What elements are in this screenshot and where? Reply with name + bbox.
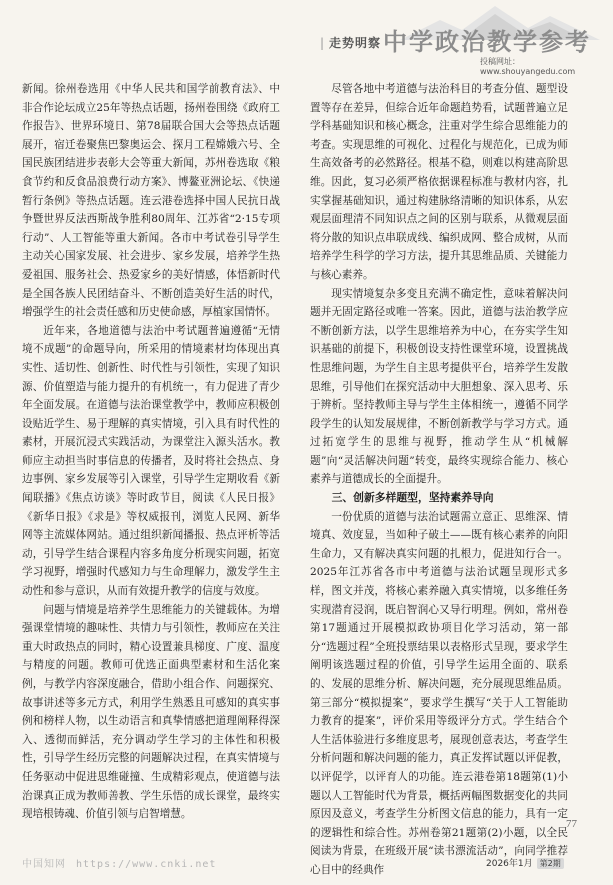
paragraph: 现实情境复杂多变且充满不确定性，意味着解决问题并无固定路径或唯一答案。因此，道德与法治教学应不断创新方法，以学生思维培养为中心，在夯实学生知识基础的前提下，积极创设支持性课堂环境，设置挑战性思维问题，为学生自主思考提供平台，培养学生发散思维，引导他们在探究活动中大胆想象、深入思考、乐于辨析。坚持教师主导与学生主体相统一，遵循不同学段学生的认知发展规律，不断创新教学与学习方式。通过拓宽学生的思维与视野，推动学生从“机械解题”向“灵活解决问题”转变，最终实现综合能力、核心素养与道德成长的全面提升。 [310,287,568,486]
paragraph: 新闻。徐州卷选用《中华人民共和国学前教育法》、中非合作论坛成立25年等热点话题，扬州卷围绕《政府工作报告》、世界环境日、第78届联合国大会等热点话题展开，宿迁卷聚焦巴黎奥运会、探月工程嫦娥六号、全国民族团结进步表彰大会等重大新闻，苏州卷选取《粮食节约和反食品浪费行动方案》、博鳌亚洲论坛、《快递暂行条例》等热点话题。连云港卷选择中国人民抗日战争暨世界反法西斯战争胜利80周年、江苏省“2·15专项行动”、人工智能等重大新闻。各市中考试卷引导学生主动关心国家发展、社会进步、家乡发展，培养学生热爱祖国、服务社会、热爱家乡的美好情感，体悟新时代是全国各族人民团结奋斗、不断创造美好生活的时代，增强学生的社会责任感和历史使命感，厚植家国情怀。 [22,83,280,319]
section-heading: 三、创新多样题型，坚持素养导向 [331,491,494,505]
paragraph: 问题与情境是培养学生思维能力的关键载体。为增强课堂情境的趣味性、共情力与引领性，教师应在关注重大时政热点的同时，精心设置兼具梯度、广度、温度与精度的问题。教师可优选正面典型素材和生活化案例，与教学内容深度融合，借助小组合作、问题探究、故事讲述等多元方式，利用学生熟悉且可感知的真实事例和榜样人物，以生动语言和真挚情感把道理阐释得深入、透彻而鲜活，充分调动学生学习的主体性和积极性，引导学生经历完整的问题解决过程，在真实情境与任务驱动中促进思维碰撞、生成精彩观点，使道德与法治课真正成为教师善教、学生乐悟的成长课堂，最终实现培根铸魂、价值引领与启智增慧。 [22,603,280,821]
watermark-text: 中国知网 [22,859,66,870]
right-column [310,80,568,880]
paragraph: 近年来，各地道德与法治中考试题普遍遵循“无情境不成题”的命题导向，所采用的情境素材均体现出真实性、适切性、创新性、时代性与引领性，实现了知识源、价值塑造与能力提升的有机统一，有力促进了青少年全面发展。在道德与法治课堂教学中，教师应积极创设贴近学生、易于理解的真实情境，引入具有时代性的素材，开展沉浸式实践活动，为课堂注入源头活水。教师应主动担当时事信息的传播者，及时将社会热点、身边事例、家乡发展等引入课堂，引导学生定期收看《新闻联播》《焦点访谈》等时政节目，阅读《人民日报》《新华日报》《求是》等权威报刊，浏览人民网、新华网等主流媒体网站。通过组织新闻播报、热点评析等活动，引导学生结合课程内容多角度分析现实问题，拓宽学习视野，增强时代感知力与生命理解力，激发学生主动性和参与意识，从而有效提升教学的信度与效度。 [22,324,280,598]
issue-badge: 第2期 [537,858,564,869]
cnki-watermark [22,855,216,870]
journal-title: 中学政治教学参考 [383,27,591,56]
section-label [320,34,381,51]
divider-bar: | [320,36,326,50]
paragraph: 尽管各地中考道德与法治科目的考查分值、题型设置等存在差异，但综合近年命题趋势看，试题普遍立足学科基础知识和核心概念，注重对学生综合思维能力的考查。实现思维的可视化、过程化与规范化，已成为师生高效备考的必然路径。根基不稳，则难以构建高阶思维。因此，复习必须严格依据课程标准与教材内容，扎实掌握基础知识，通过构建脉络清晰的知识体系，从宏观层面理清不同知识点之间的区别与联系，从微观层面将分散的知识点串联成线、编织成网、整合成树，从而培养学生科学的学习方法，提升其思维品质、关键能力与核心素养。 [310,83,568,281]
paragraph: 一份优质的道德与法治试题需立意正、思维深、情境真、效度显，当如种子破土——既有核心素养的向阳生命力，又有解决真实问题的扎根力，促进知行合一。2025年江苏省各市中考道德与法治试题呈现形式多样，图文并茂，将核心素养融入真实情境，以多维任务实现潜育浸润，既启智润心又导行明理。例如，常州卷第17题通过开展模拟政协项目化学习活动，第一部分“选题过程”全班投票结果以表格形式呈现，要求学生阐明该选题过程的价值，引导学生运用全面的、联系的、发展的思维分析、解决问题，充分展现思维品质。第三部分“模拟提案”，要求学生撰写“关于人工智能助力教育的提案”，评价采用等级评分方式。学生结合个人生活体验进行多维度思考，展现创意表达，考查学生分析问题和解决问题的能力，真正发挥试题以评促教，以评促学，以评育人的功能。连云港卷第18题第(1)小题以人工智能时代为背景，概括两幅图数据变化的共同原因及意义，考查学生分析图文信息的能力，具有一定的逻辑性和综合性。苏州卷第21题第(2)小题，以全民阅读为背景，在班级开展“读书漂流活动”，向同学推荐心目中的经典作 [310,510,568,876]
issue-info [486,856,564,869]
left-column [22,80,280,824]
page-number: 77 [566,818,577,830]
section-label-text: 走势明察 [329,36,382,50]
issue-date: 2026年1月 [486,859,533,869]
page-header [0,0,613,76]
submission-website: 投稿网址：www.shouyangedu.com [480,57,576,76]
watermark-url: https://www.cnki.net [76,859,217,870]
